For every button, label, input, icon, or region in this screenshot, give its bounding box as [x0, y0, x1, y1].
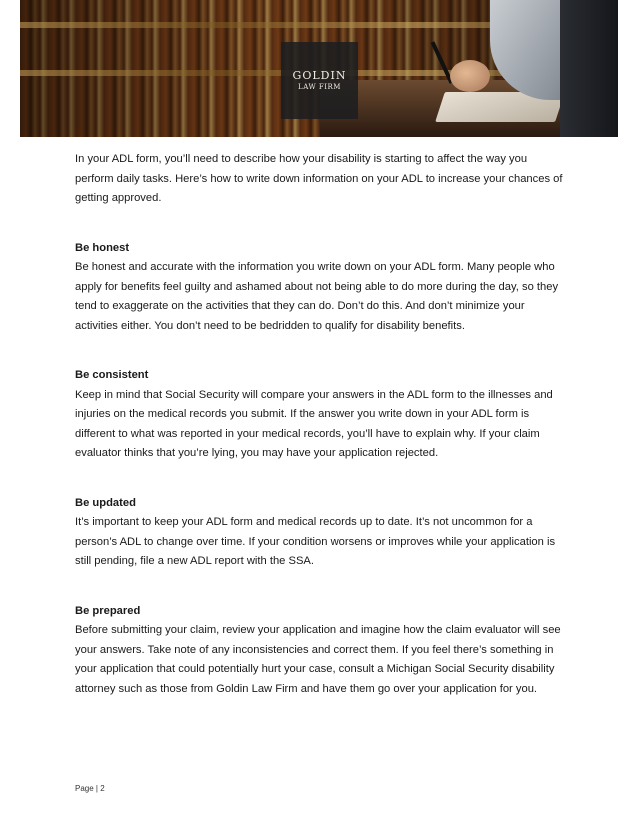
section-body: Before submitting your claim, review your application and imagine how the claim evaluator will see your answers. Take note of any inconsistencies and correct them. If you feel there’s something in your application that could potentially hurt your case, consult a Michigan Social Security disability attorney such as those from Goldin Law Firm and have them go over your application for you.	[75, 624, 561, 695]
section-body: Keep in mind that Social Security will compare your answers in the ADL form to the illnesses and injuries on the medical records you submit. If the answer you write down in your ADL form is different to what was reported in your medical records, you’ll have to explain why. If your claim evaluator thinks that you’re lying, you may have your application rejected.	[75, 388, 553, 459]
logo-name: GOLDIN	[292, 69, 347, 82]
section-heading: Be consistent	[75, 369, 149, 381]
section-body: Be honest and accurate with the information you write down on your ADL form. Many people who apply for benefits feel guilty and ashamed about not being able to do more during the day, so they tend to exaggerate on the activities that they can do. Don’t do this. And don’t minimize your activities either. You don’t need to be bedridden to qualify for disability benefits.	[75, 261, 559, 332]
section-be-prepared	[75, 602, 565, 700]
jacket	[560, 0, 618, 137]
hand	[450, 60, 490, 92]
section-be-honest	[75, 239, 565, 337]
intro-paragraph: In your ADL form, you’ll need to describe how your disability is starting to affect the way you perform daily tasks. Here’s how to write down information on your ADL to increase your chances of getting approved.	[75, 153, 563, 204]
section-heading: Be honest	[75, 241, 130, 254]
section-heading: Be updated	[75, 496, 136, 509]
section-body: It’s important to keep your ADL form and medical records up to date. It’s not uncommon for a person’s ADL to change over time. If your condition worsens or improves while your application is still pending, file a new ADL report with the SSA.	[75, 516, 556, 567]
page-number: Page | 2	[75, 784, 105, 793]
document-body	[75, 150, 565, 729]
logo-subtitle: LAW FIRM	[298, 83, 341, 91]
section-be-consistent	[75, 366, 565, 464]
section-be-updated	[75, 494, 565, 572]
section-heading: Be prepared	[75, 604, 141, 617]
firm-logo	[281, 42, 358, 119]
